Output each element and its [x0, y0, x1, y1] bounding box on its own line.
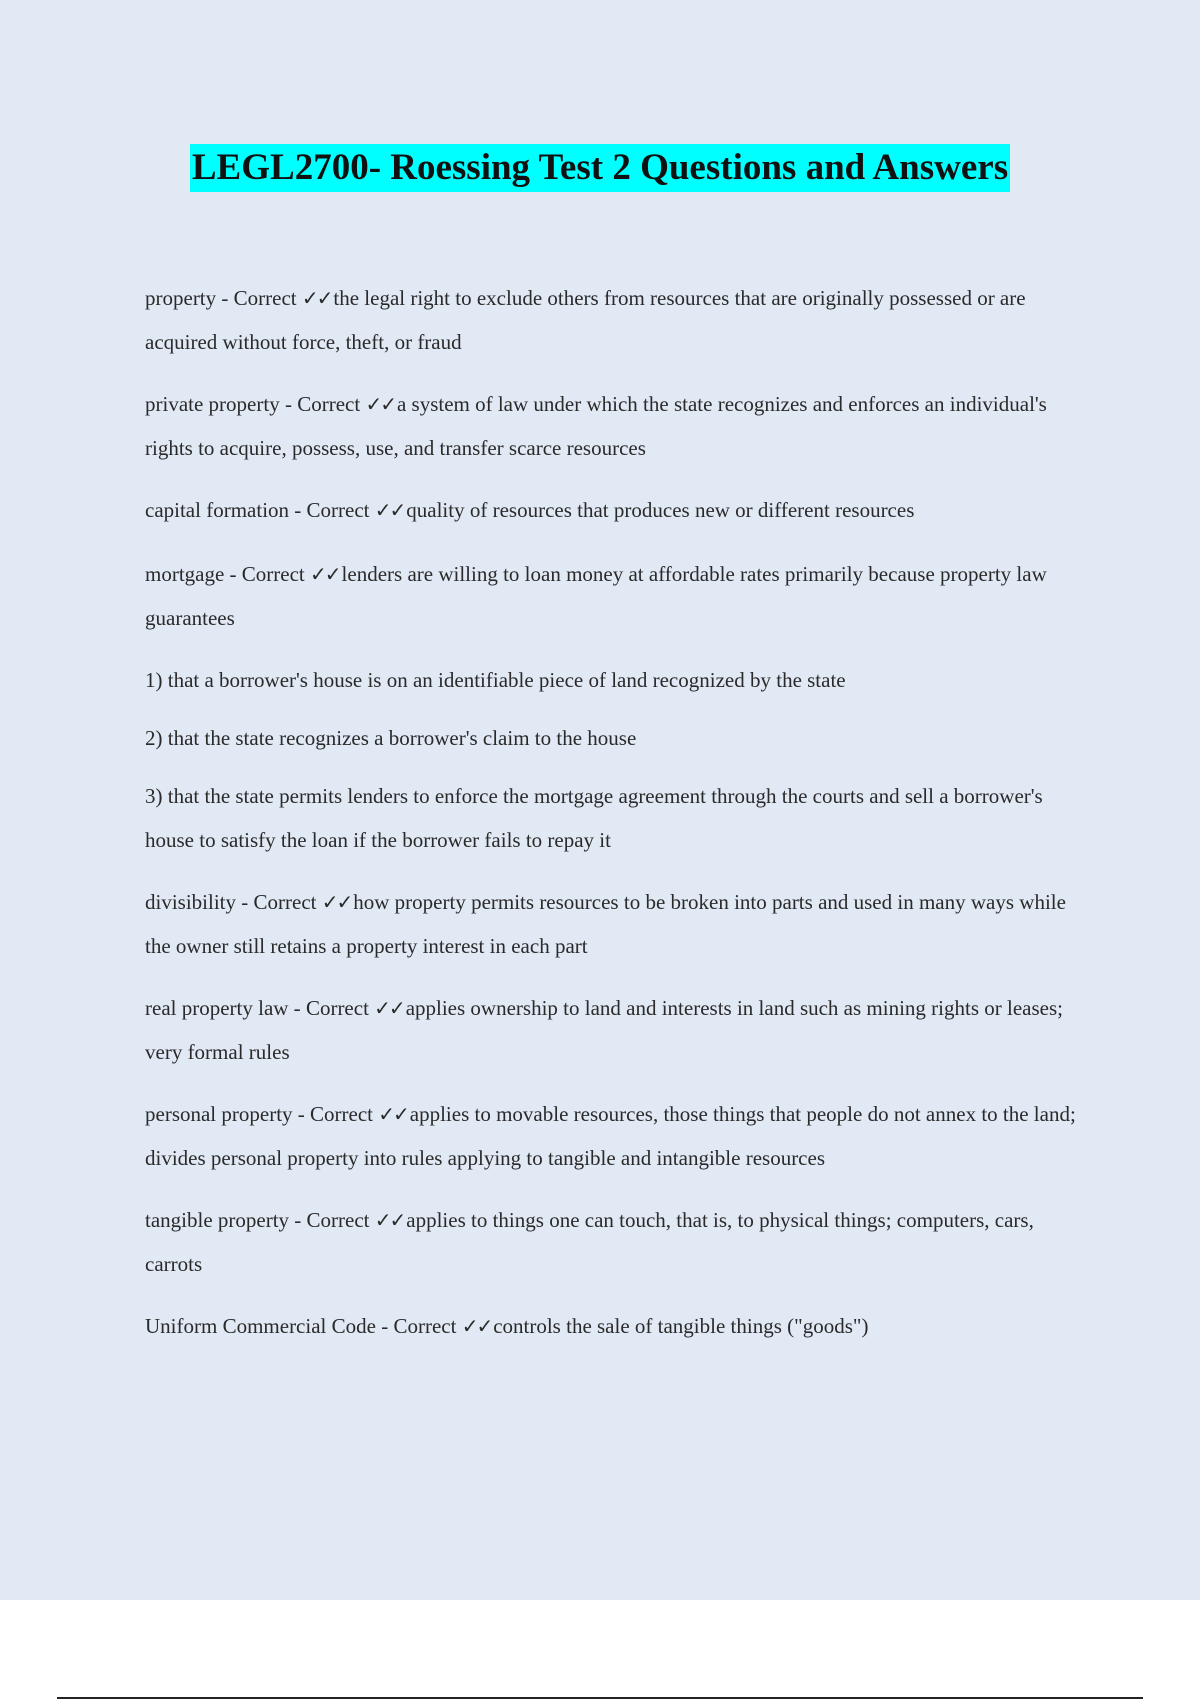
entry-term: Uniform Commercial Code -: [145, 1314, 394, 1338]
qa-entry-capital-formation: [145, 488, 1085, 532]
entry-correct-label: Correct: [306, 498, 375, 522]
qa-entry-private-property: [145, 382, 1085, 470]
numbered-item-2: 2) that the state recognizes a borrower's claim to the house: [145, 726, 637, 750]
double-check-icon: ✓✓: [374, 996, 404, 1020]
entry-definition: how property permits resources to be broken into parts and used in many ways while the owner still retains a property interest in each part: [145, 890, 1066, 958]
entry-definition: lenders are willing to loan money at affordable rates primarily because property law guarantees: [145, 562, 1047, 630]
entry-correct-label: Correct: [297, 392, 366, 416]
entry-term: mortgage -: [145, 562, 242, 586]
double-check-icon: ✓✓: [321, 890, 352, 914]
numbered-item-1: 1) that a borrower's house is on an identifiable piece of land recognized by the state: [145, 668, 846, 692]
entry-term: personal property -: [145, 1102, 311, 1126]
qa-entry-property: [145, 276, 1085, 364]
entry-correct-label: Correct: [306, 1208, 375, 1232]
entry-correct-label: Correct: [310, 1102, 379, 1126]
entry-definition: a system of law under which the state recognizes and enforces an individual's rights to acquire, possess, use, and transfer scarce resources: [145, 392, 1047, 460]
page-title: LEGL2700- Roessing Test 2 Questions and Answers: [190, 144, 1010, 192]
title-container: [0, 144, 1200, 192]
entry-correct-label: Correct: [241, 562, 311, 586]
entry-term: capital formation -: [145, 498, 307, 522]
entry-correct-label: Correct: [253, 890, 322, 914]
entry-definition: applies to movable resources, those things that people do not annex to the land; divides personal property into rules applying to tangible and intangible resources: [145, 1102, 1076, 1170]
double-check-icon: ✓✓: [461, 1314, 492, 1338]
footer-divider: [57, 1697, 1143, 1699]
entry-correct-label: Correct: [233, 286, 302, 310]
entry-term: real property law -: [145, 996, 306, 1020]
numbered-item-3: 3) that the state permits lenders to enforce the mortgage agreement through the courts and sell a borrower's house to satisfy the loan if the borrower fails to repay it: [145, 784, 1043, 852]
double-check-icon: ✓✓: [374, 498, 405, 522]
entry-definition: applies ownership to land and interests in land such as mining rights or leases; very formal rules: [145, 996, 1063, 1064]
entry-term: property -: [145, 286, 234, 310]
qa-entry-uniform-commercial-code: [145, 1304, 1085, 1348]
entry-definition: the legal right to exclude others from resources that are originally possessed or are acquired without force, theft, or fraud: [145, 286, 1026, 354]
entry-correct-label: Correct: [393, 1314, 462, 1338]
qa-entry-divisibility: [145, 880, 1085, 968]
qa-entry-mortgage: [145, 552, 1085, 640]
double-check-icon: ✓✓: [374, 1208, 405, 1232]
entry-term: private property -: [145, 392, 298, 416]
entry-definition: controls the sale of tangible things ("goods"): [493, 1314, 869, 1338]
double-check-icon: ✓✓: [310, 562, 340, 586]
entry-definition: applies to things one can touch, that is, to physical things; computers, cars, carrots: [145, 1208, 1034, 1276]
entry-term: divisibility -: [145, 890, 254, 914]
entry-correct-label: Correct: [305, 996, 375, 1020]
entry-term: tangible property -: [145, 1208, 307, 1232]
qa-entry-tangible-property: [145, 1198, 1085, 1286]
qa-entry-personal-property: [145, 1092, 1085, 1180]
double-check-icon: ✓✓: [301, 286, 332, 310]
qa-content: [145, 276, 1085, 1368]
double-check-icon: ✓✓: [378, 1102, 408, 1126]
entry-definition: quality of resources that produces new or different resources: [406, 498, 915, 522]
qa-entry-real-property-law: [145, 986, 1085, 1074]
double-check-icon: ✓✓: [365, 392, 395, 416]
